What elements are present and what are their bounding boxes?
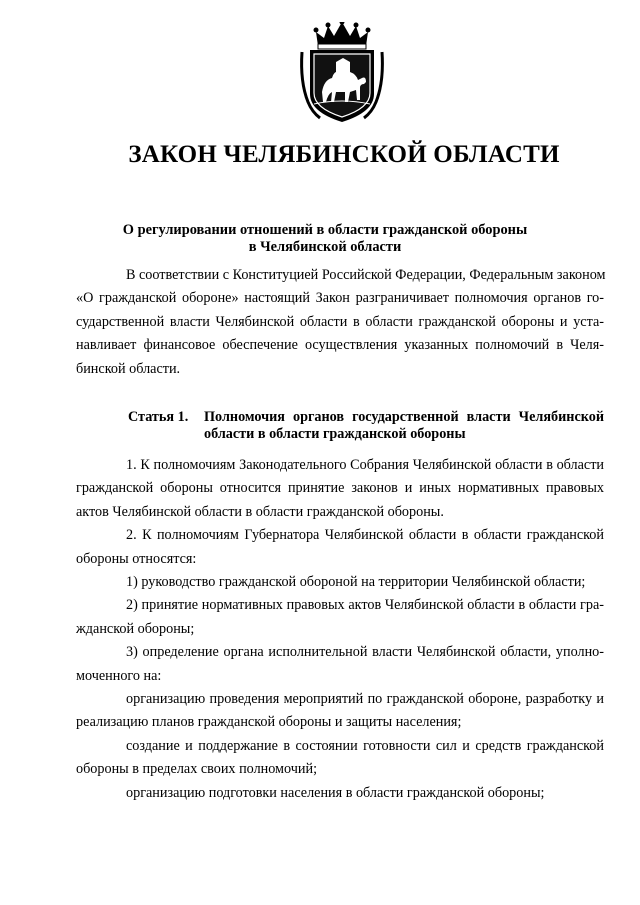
article-body	[76, 454, 604, 805]
text-line: обороны относятся:	[76, 550, 197, 567]
text-line: создание и поддержание в состоянии готовности сил и средств гражданской	[126, 737, 604, 754]
text-line: 2. К полномочиям Губернатора Челябинской области в области гражданской	[126, 527, 604, 544]
text-line: «О гражданской обороне» настоящий Закон разграничивает полномочия органов го-	[76, 290, 604, 307]
text-line: жданской обороны;	[76, 620, 195, 637]
text-line: 1. К полномочиям Законодательного Собрания Челябинской области в области	[126, 457, 604, 473]
text-line: организацию проведения мероприятий по гражданской обороне, разработку и	[126, 691, 604, 708]
text-line: организацию подготовки населения в области гражданской обороны;	[126, 784, 545, 801]
article-title-line: области в области гражданской обороны	[204, 426, 466, 442]
article-title	[204, 409, 604, 443]
text-line: навливает финансовое обеспечение осуществления указанных полномочий в Челя-	[76, 337, 604, 354]
text-line: сударственной власти Челябинской области в области гражданской обороны и уста-	[76, 313, 604, 330]
law-subtitle	[90, 222, 560, 256]
text-line: моченного на:	[76, 667, 162, 684]
text-line: 3) определение органа исполнительной власти Челябинской области, уполно-	[126, 644, 604, 661]
text-line: 1) руководство гражданской обороной на территории Челябинской области;	[126, 574, 586, 591]
coat-of-arms-icon	[298, 22, 386, 124]
article-title-line: Полномочия органов государственной власти Челябинской	[204, 409, 604, 425]
article-number: Статья 1.	[128, 409, 189, 425]
subtitle-line: в Челябинской области	[248, 239, 402, 255]
preamble-paragraph	[76, 264, 604, 381]
text-line: гражданской обороны относится принятие законов и иных нормативных правовых	[76, 480, 604, 497]
subtitle-line: О регулировании отношений в области гражданской обороны	[122, 222, 528, 238]
text-line: 2) принятие нормативных правовых актов Челябинской области в области гра-	[126, 597, 604, 614]
text-line: обороны в пределах своих полномочий;	[76, 761, 318, 778]
text-line: В соответствии с Конституцией Российской Федерации, Федеральным законом	[126, 267, 606, 283]
text-line: реализацию планов гражданской обороны и защиты населения;	[76, 714, 462, 731]
text-line: бинской области.	[76, 360, 181, 377]
text-line: актов Челябинской области в области гражданской обороны.	[76, 503, 444, 520]
document-title: ЗАКОН ЧЕЛЯБИНСКОЙ ОБЛАСТИ	[128, 141, 560, 168]
